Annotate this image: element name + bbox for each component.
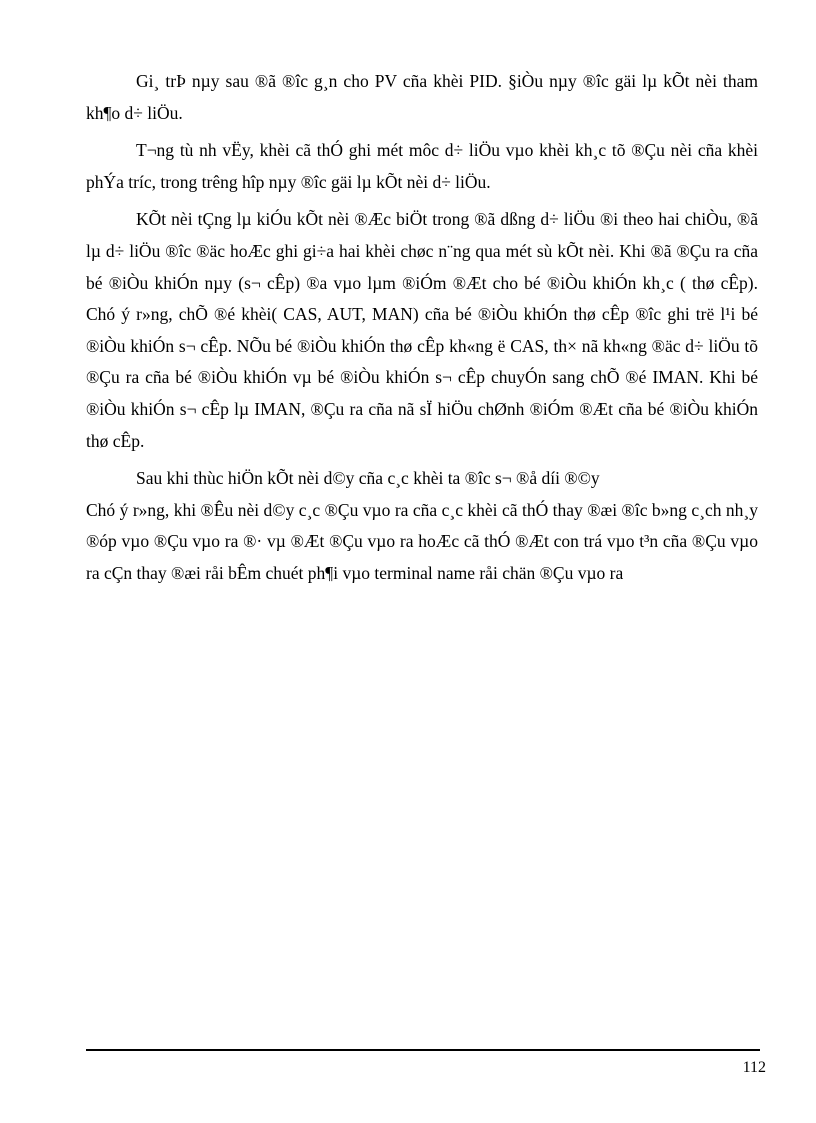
paragraph-1: Gi¸ trÞ nµy sau ®ã ®îc g¸n cho PV cña khèi PID. §iÒu nµy ®îc gäi lµ kÕt nèi tham kh¶o d÷ liÖu. (86, 71, 758, 123)
paragraph-3: KÕt nèi tÇng lµ kiÓu kÕt nèi ®Æc biÖt trong ®ã dßng d÷ liÖu ®i theo hai chiÒu, ®ã lµ d÷ liÖu ®îc ®äc hoÆc ghi gi÷a hai khèi chøc n¨ng qua mét sù kÕt nèi. Khi ®ã ®Çu ra cña bé ®iÒu khiÓn nµy (s¬ cÊp) ®a vµo lµm ®iÓm ®Æt cho bé ®iÒu khiÓn kh¸c ( thø cÊp). Chó ý r»ng, chÕ ®é khèi( CAS, AUT, MAN) cña bé ®iÒu khiÓn thø cÊp ®îc ghi trë l¹i bé ®iÒu khiÓn s¬ cÊp. NÕu bé ®iÒu khiÓn thø cÊp kh«ng ë CAS, th× nã kh«ng ®äc d÷ liÖu tõ ®Çu ra cña bé ®iÒu khiÓn vµ bé ®iÒu khiÓn s¬ cÊp chuyÓn sang chÕ ®é IMAN. Khi bé ®iÒu khiÓn s¬ cÊp lµ IMAN, ®Çu ra cña nã sÏ hiÖu chØnh ®iÓm ®Æt cña bé ®iÒu khiÓn thø cÊp. (86, 209, 758, 451)
document-body (86, 66, 758, 596)
paragraph-4: Sau khi thùc hiÖn kÕt nèi d©y cña c¸c khèi ta ®îc s¬ ®å díi ®©y (136, 468, 600, 489)
paragraph-2: T¬ng tù nh vËy, khèi cã thÓ ghi mét môc d÷ liÖu vµo khèi kh¸c tõ ®Çu nèi cña khèi phÝa tríc, trong trêng hîp nµy ®îc gäi lµ kÕt nèi d÷ liÖu. (86, 140, 758, 192)
footer-divider (86, 1049, 760, 1051)
page-number: 112 (742, 1059, 766, 1076)
paragraph-5: Chó ý r»ng, khi ®Êu nèi d©y c¸c ®Çu vµo ra cña c¸c khèi cã thÓ thay ®æi ®îc b»ng c¸ch nh¸y ®óp vµo ®Çu vµo ra ®· vµ ®Æt ®Çu vµo ra hoÆc cã thÓ ®Æt con trá vµo t³n cña ®Çu vµo ra cÇn thay ®æi råi bÊm chuét ph¶i vµo terminal name råi chän ®Çu vµo ra (86, 499, 758, 583)
